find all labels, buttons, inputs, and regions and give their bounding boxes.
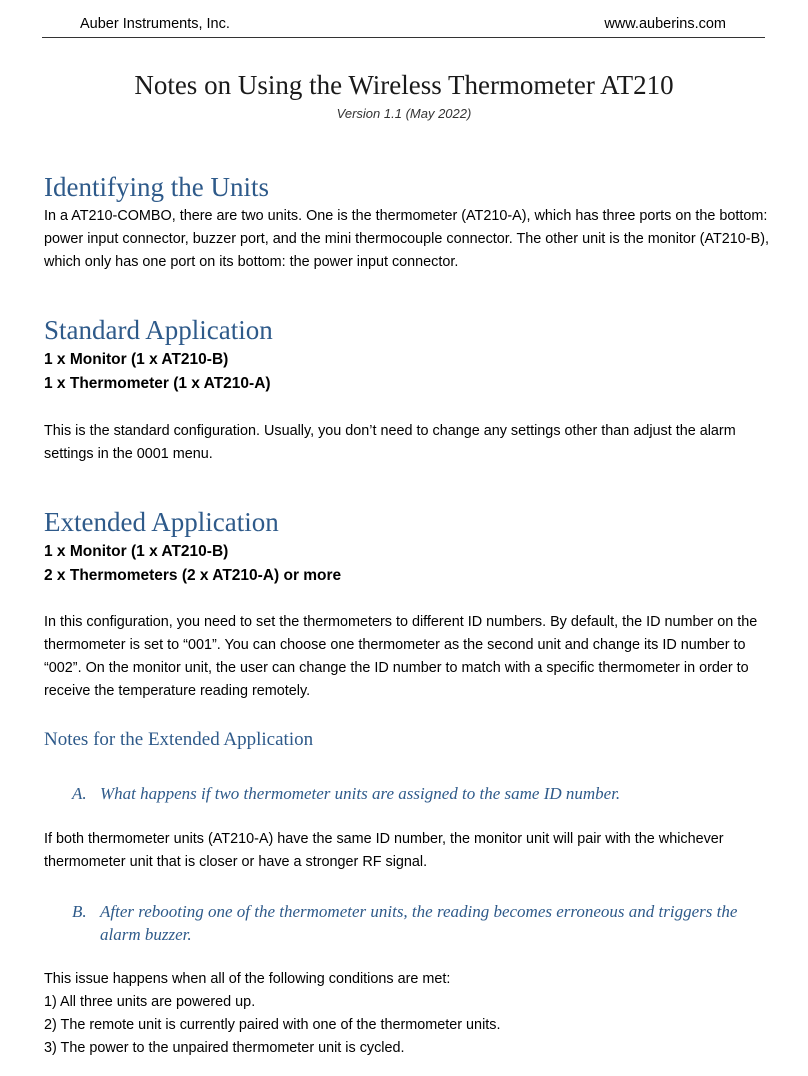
section-heading-extended: Extended Application [44,507,279,537]
header-website: www.auberins.com [604,16,726,32]
extended-config-line-2: 2 x Thermometers (2 x AT210-A) or more [44,567,342,584]
section-heading-standard: Standard Application [44,315,273,345]
subsection-heading-notes: Notes for the Extended Application [44,729,314,750]
note-b-intro: This issue happens when all of the following conditions are met: [44,971,451,987]
note-b-condition-2: 2) The remote unit is currently paired with one of the thermometer units. [44,1017,501,1033]
document-version: Version 1.1 (May 2022) [336,106,472,121]
standard-config-line-2: 1 x Thermometer (1 x AT210-A) [44,375,271,392]
standard-paragraph: This is the standard configuration. Usually, you don’t need to change any settings other than adjust the alarm settings in the 0001 menu. [44,423,736,462]
note-b-question [72,900,762,946]
note-b-condition-3: 3) The power to the unpaired thermometer unit is cycled. [44,1040,405,1056]
note-b-question-text: After rebooting one of the thermometer units, the reading becomes erroneous and triggers the alarm buzzer. [100,902,738,944]
section-heading-identifying: Identifying the Units [44,172,269,202]
note-a-question-text: What happens if two thermometer units are assigned to the same ID number. [100,784,621,803]
extended-config-line-1: 1 x Monitor (1 x AT210-B) [44,543,229,560]
note-b-letter: B. [72,902,87,921]
document-title: Notes on Using the Wireless Thermometer AT210 [134,70,674,100]
extended-paragraph: In this configuration, you need to set the thermometers to different ID numbers. By default, the ID number on the thermometer is set to “001”. You can choose one thermometer as the second unit and change its ID number to “002”. On the monitor unit, the user can change the ID number to match with a specific thermometer in order to receive the temperature reading remotely. [44,614,758,699]
note-a-question [72,782,762,805]
note-a-answer: If both thermometer units (AT210-A) have the same ID number, the monitor unit will pair with the whichever thermometer unit that is closer or have a stronger RF signal. [44,831,724,870]
header-company: Auber Instruments, Inc. [80,16,230,32]
header-divider [42,37,765,38]
note-a-letter: A. [72,784,87,803]
identifying-paragraph: In a AT210-COMBO, there are two units. One is the thermometer (AT210-A), which has three ports on the bottom: power input connector, buzzer port, and the mini thermocouple connector. The other unit is the monitor (AT210-B), which only has one port on its bottom: the power input connector. [44,208,769,270]
standard-config-line-1: 1 x Monitor (1 x AT210-B) [44,351,229,368]
note-b-condition-1: 1) All three units are powered up. [44,994,256,1010]
